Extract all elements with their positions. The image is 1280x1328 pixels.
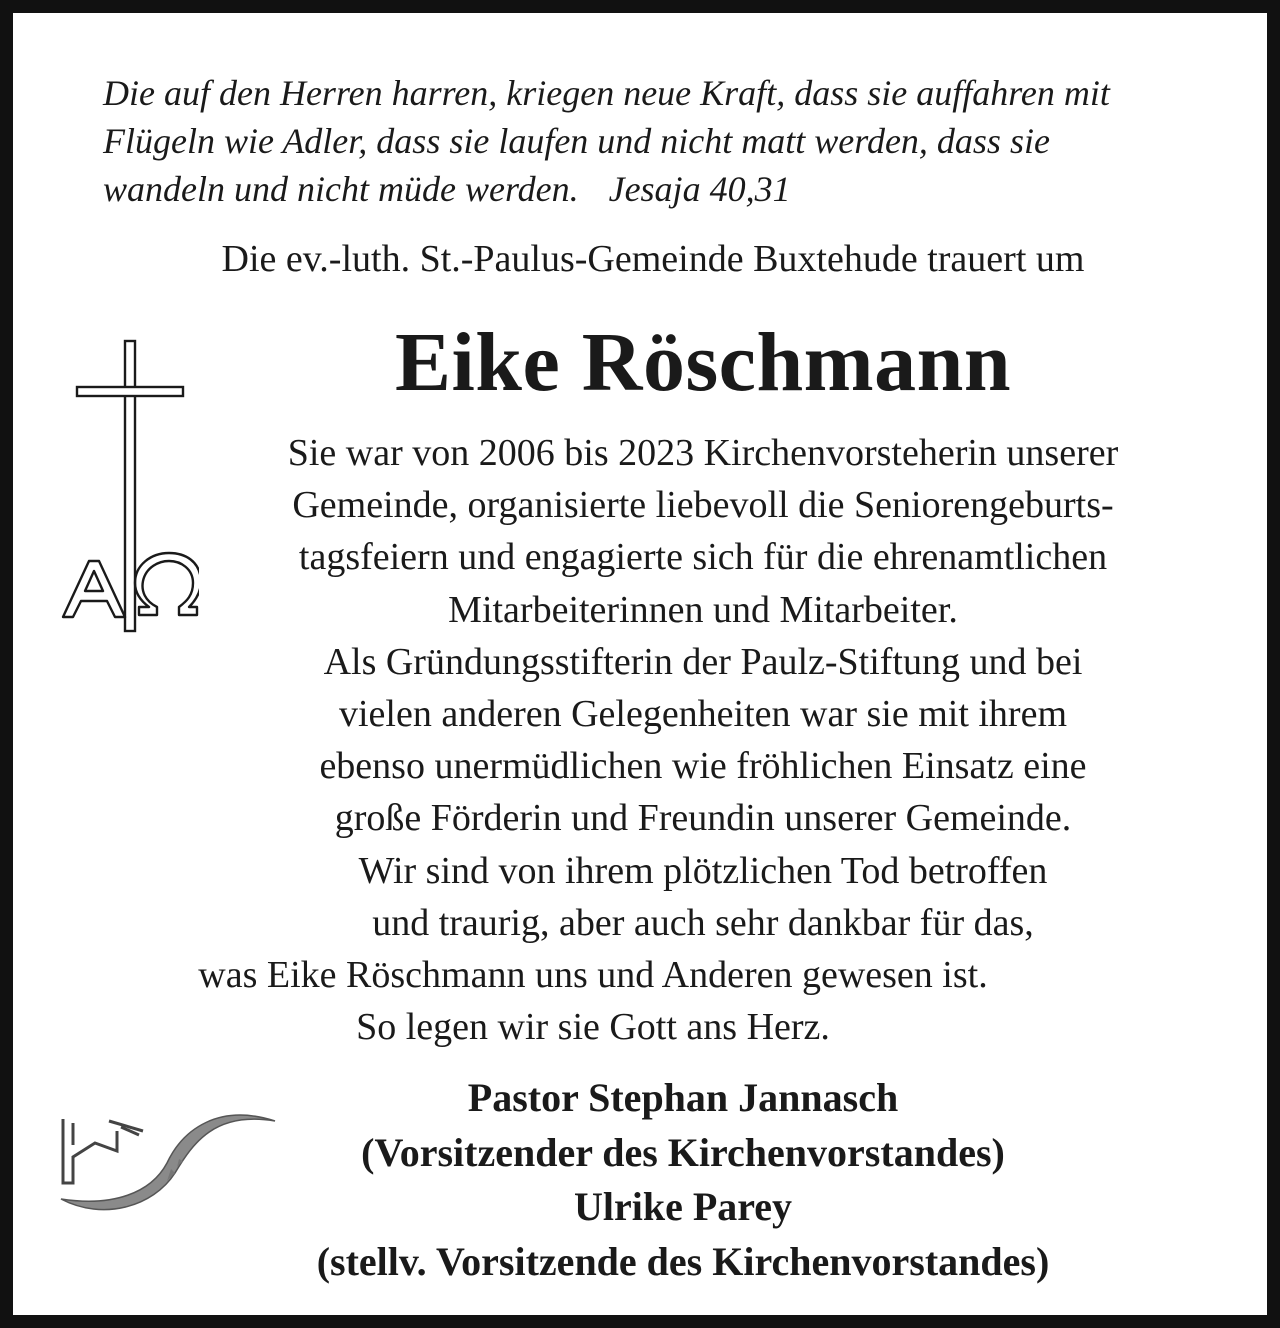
tribute-line: und traurig, aber auch sehr dankbar für das, (372, 901, 1034, 944)
tribute-line: Mitarbeiterinnen und Mitarbeiter. (448, 588, 958, 631)
intro-line: Die ev.-luth. St.-Paulus-Gemeinde Buxtehude trauert um (221, 238, 1085, 280)
signature-role: (Vorsitzender des Kirchenvorstandes) (361, 1129, 1005, 1175)
tribute-line: große Förderin und Freundin unserer Gemeinde. (334, 797, 1072, 840)
tribute-line: vielen anderen Gelegenheiten war sie mit ihrem (338, 693, 1068, 736)
tribute-line: Als Gründungsstifterin der Paulz-Stiftung und bei (323, 640, 1083, 683)
verse-line (103, 165, 1243, 213)
verse-line: Die auf den Herren harren, kriegen neue Kraft, dass sie auffahren mit (103, 73, 1110, 113)
tribute-line: Wir sind von ihrem plötzlichen Tod betroffen (358, 849, 1048, 892)
tribute-line: So legen wir sie Gott ans Herz. (356, 1006, 830, 1049)
signature-name: Pastor Stephan Jannasch (467, 1075, 899, 1120)
tribute-line: tagsfeiern und engagierte sich für die ehrenamtlichen (298, 536, 1108, 579)
deceased-name: Eike Röschmann (394, 316, 1012, 409)
signature-name: Ulrike Parey (573, 1184, 793, 1229)
tribute-line: was Eike Röschmann uns und Anderen gewesen ist. (198, 954, 988, 997)
signature-role: (stellv. Vorsitzende des Kirchenvorstandes) (316, 1238, 1050, 1284)
tribute-line: Sie war von 2006 bis 2023 Kirchenvorsteherin unserer (287, 432, 1119, 474)
verse-reference: Jesaja 40,31 (608, 169, 791, 209)
verse-line-text: wandeln und nicht müde werden. (103, 169, 579, 209)
tribute-line: ebenso unermüdlichen wie fröhlichen Einsatz eine (319, 745, 1087, 788)
tribute-line: Gemeinde, organisierte liebevoll die Seniorengeburts- (292, 484, 1114, 527)
verse-line: Flügeln wie Adler, dass sie laufen und nicht matt werden, dass sie (103, 121, 1050, 161)
signatures (13, 1071, 1280, 1289)
tribute-text (143, 427, 1263, 1053)
bible-verse (103, 69, 1243, 213)
